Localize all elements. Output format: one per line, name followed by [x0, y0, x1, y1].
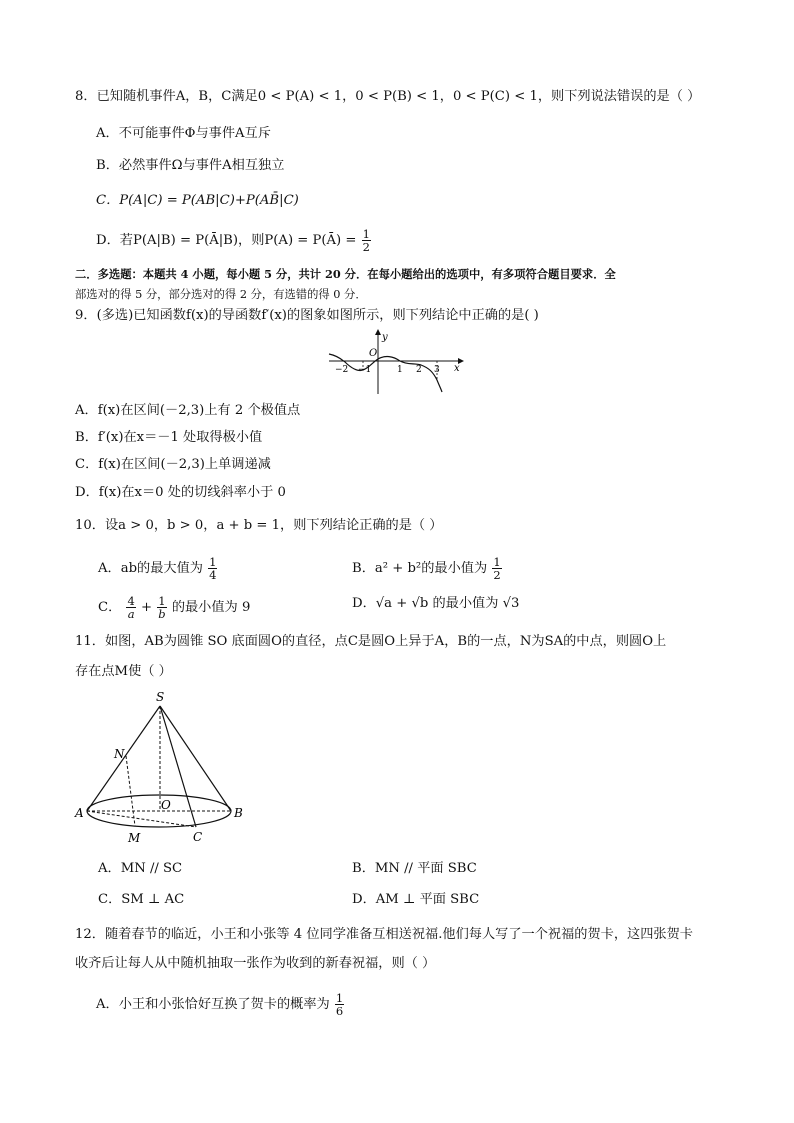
q10-option-b-fraction — [492, 556, 501, 581]
section-header-line2: 部选对的得 5 分，部分选对的得 2 分，有选错的得 0 分． — [75, 288, 367, 301]
tick-label-2: 2 — [416, 365, 422, 375]
fraction-numerator: 1 — [209, 555, 217, 569]
q9-option-c: C．f(x)在区间(－2,3)上单调递减 — [75, 457, 271, 472]
q8-option-d — [96, 228, 372, 253]
q10-option-c-fraction-2 — [157, 595, 166, 620]
tick-label-neg2: −2 — [335, 365, 349, 375]
q8-option-b: B．必然事件Ω与事件A相互独立 — [96, 158, 285, 173]
fraction-numerator: 1 — [335, 991, 344, 1005]
tick-label-3: 3 — [434, 365, 440, 375]
q11-option-c: C．SM ⊥ AC — [98, 892, 185, 907]
segment-AC — [87, 811, 196, 827]
tick-label-neg1: −1 — [358, 365, 372, 375]
q8-option-d-text: D．若P(A|B) = P(Ā|B)，则P(A) = P(Ā) = — [96, 233, 357, 248]
label-S: S — [156, 690, 165, 704]
fraction-numerator: 1 — [493, 555, 501, 569]
q12-option-a-text: A．小王和小张恰好互换了贺卡的概率为 — [96, 997, 330, 1012]
q10-option-c-fraction-1 — [126, 595, 135, 620]
q10-option-a — [98, 556, 218, 581]
fraction-denominator: b — [158, 607, 166, 621]
q12-line1: 12．随着春节的临近，小王和小张等 4 位同学准备互相送祝福.他们每人写了一个祝福的贺卡，这四张贺卡 — [75, 927, 693, 942]
fraction-denominator: 2 — [362, 240, 370, 254]
fraction-denominator: 4 — [209, 568, 217, 582]
fraction-denominator: 2 — [493, 568, 501, 582]
label-B: B — [234, 806, 243, 820]
q9-option-b: B．f′(x)在x＝－1 处取得极小值 — [75, 430, 263, 445]
x-axis-label: x — [454, 363, 460, 374]
fraction-denominator: 6 — [335, 1004, 344, 1018]
q10-option-a-fraction — [208, 556, 217, 581]
q10-option-b — [352, 556, 503, 581]
q11-option-b: B．MN // 平面 SBC — [352, 861, 477, 876]
label-N: N — [114, 747, 125, 761]
label-A: A — [75, 806, 84, 820]
label-M: M — [128, 831, 141, 845]
q12-line2: 收齐后让每人从中随机抽取一张作为收到的新春祝福，则（ ） — [75, 956, 436, 971]
tick-label-1: 1 — [397, 365, 403, 375]
q10-stem: 10．设a > 0，b > 0，a + b = 1，则下列结论正确的是（ ） — [75, 518, 443, 533]
y-axis-arrow — [375, 329, 381, 335]
cone-figure — [72, 686, 252, 852]
q8-stem: 8．已知随机事件A，B，C满足0 < P(A) < 1，0 < P(B) < 1，0 < P(C) < 1，则下列说法错误的是（ ） — [75, 89, 701, 104]
q11-line1: 11．如图，AB为圆锥 SO 底面圆O的直径，点C是圆O上异于A，B的一点，N为SA的中点，则圆O上 — [75, 634, 667, 649]
section-header-line1: 二．多选题：本题共 4 小题，每小题 5 分，共计 20 分．在每小题给出的选项中，有多项符合题目要求．全 — [75, 267, 616, 281]
q10-option-d: D．√a + √b 的最小值为 √3 — [352, 596, 520, 611]
derivative-graph — [325, 328, 465, 396]
q9-option-d: D．f(x)在x＝0 处的切线斜率小于 0 — [75, 485, 286, 500]
y-axis-label: y — [382, 332, 388, 343]
label-C: C — [193, 830, 203, 844]
q12-option-a — [96, 992, 345, 1017]
segment-NM — [126, 756, 135, 826]
q10-option-c-prefix: C． — [98, 600, 122, 615]
q11-option-a: A．MN // SC — [98, 861, 183, 876]
label-O: O — [161, 798, 171, 812]
q10-option-b-text: B．a² + b²的最小值为 — [352, 561, 488, 576]
q10-option-a-text: A．ab的最大值为 — [98, 561, 203, 576]
q10-option-c-suffix: 的最小值为 9 — [171, 600, 251, 615]
origin-label: O — [369, 348, 378, 359]
q12-option-a-fraction — [335, 992, 344, 1017]
q8-option-c: C．P(A|C) = P(AB|C)+P(AB̄|C) — [96, 193, 299, 208]
q9-option-a: A．f(x)在区间(－2,3)上有 2 个极值点 — [75, 403, 301, 418]
q9-stem: 9．(多选)已知函数f(x)的导函数f′(x)的图象如图所示，则下列结论中正确的是( ) — [75, 308, 539, 323]
q8-option-a: A．不可能事件Φ与事件A互斥 — [96, 126, 271, 141]
q10-option-c-plus: + — [141, 600, 153, 615]
q11-line2: 存在点M使（ ） — [75, 664, 172, 679]
q8-option-d-fraction — [362, 228, 371, 253]
q10-option-c — [98, 595, 250, 620]
fraction-denominator: a — [127, 607, 135, 621]
fraction-numerator: 1 — [158, 594, 166, 608]
q11-option-d: D．AM ⊥ 平面 SBC — [352, 892, 480, 907]
fraction-numerator: 4 — [127, 594, 135, 608]
fraction-numerator: 1 — [362, 227, 370, 241]
